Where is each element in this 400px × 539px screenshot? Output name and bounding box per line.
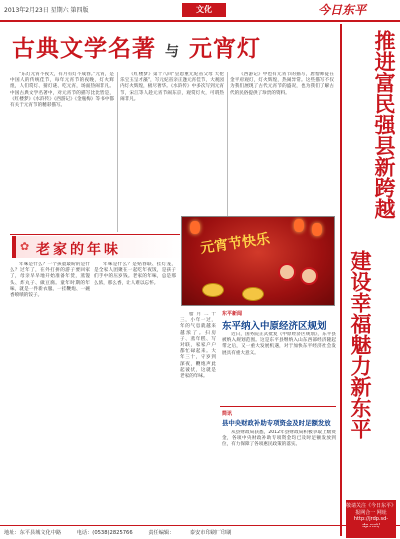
ingot-icon — [202, 283, 224, 297]
ingot-icon — [242, 287, 264, 301]
lantern-icon — [312, 223, 322, 236]
section-label: 文化 — [182, 3, 226, 17]
news1-tag: 东平新闻 — [222, 311, 243, 317]
follow-us-box: 敬请关注《今日东平》报网合一 网址 http://jrdp.sd-dp.net/ — [346, 500, 396, 538]
article1-column-1: “东灯元宵不夜天，有月有灯不成春。”元宵，是中国人的传统佳节，每年元宵节的夜晚，灯火辉煌，人们赏灯、猜灯谜、吃元宵，场面热闹非凡。中国古典文学名著中，对元宵节的描写比比皆是，《红楼梦》《水浒传》《西游记》《金瓶梅》等书中都有关于元宵节的精彩描写。 — [10, 72, 114, 109]
news2-title: 县中央财政补助专项资金及时足额发放 — [222, 419, 331, 427]
article1-column-2: 《红楼梦》第十八回“皇恩重元妃省父母 天伦乐宝玉呈才藻”，写元妃省亲正逢元宵佳节，大观园内灯火辉煌，极尽奢华。《水浒传》中多次写到元宵节，宋江等人趁元宵节闹东京，观赏灯火，可谓热闹非凡。 — [120, 72, 224, 102]
newspaper-masthead: 今日东平 — [318, 3, 367, 17]
lantern-icon — [294, 219, 304, 232]
photo-caption: 元宵节快乐 — [199, 231, 271, 257]
footer-editor: 责任编辑： — [148, 530, 175, 536]
headline-part1: 古典文学名著 — [12, 35, 156, 62]
slogan-2: 建设幸福魅力新东平 — [348, 250, 373, 439]
footer-address: 地址：东平县城文化中路 — [4, 530, 62, 536]
news2-body: 从县财政局获悉，2012年县财政局积极争取上级资金，各项中央财政补助专项资金均已及时足额发放到位，有力保障了各项惠民政策的落实。 — [222, 430, 336, 448]
section-rule — [220, 406, 336, 407]
footer-phone: 电话：(0538)2825766 — [76, 530, 133, 536]
headline-area — [0, 24, 336, 70]
top-bar — [0, 0, 400, 22]
essay-column-3: 腊月二十三，小年一过，年的气息就越来越浓了。扫房子、蒸年糕、写对联，家家户户都忙碌起来。大年三十，守岁到深夜，鞭炮声此起彼伏，这就是老家的年味。 — [180, 312, 216, 380]
slogan-1: 推进富民强县新跨越 — [372, 30, 397, 219]
holiday-photo — [181, 216, 335, 306]
main-headline — [12, 30, 261, 63]
column-divider — [227, 72, 228, 232]
section-rule — [10, 234, 180, 235]
essay-title-ribbon — [12, 236, 182, 258]
news1-title: 东平纳入中原经济区规划 — [222, 321, 327, 332]
essay-title: 老家的年味 — [36, 242, 121, 258]
news1-body: 近日，国务院正式批复《中原经济区规划》，东平县被纳入规划范围。这是东平县继纳入山东西部经济隆起带之后，又一重大发展机遇，对于加快东平经济社会发展具有重大意义。 — [222, 332, 336, 356]
footer — [0, 525, 400, 539]
slogan-panel — [340, 24, 398, 536]
footer-print: 泰安市印刷厂印刷 — [189, 530, 232, 536]
child-figure-icon — [300, 267, 318, 285]
headline-connector: 与 — [165, 44, 181, 60]
article1-column-3: 《西游记》中也有元宵节的描写，唐僧师徒在金平府观灯，灯火辉煌，热闹异常。这些描写不仅为我们展现了古代元宵节的盛况，也为我们了解古代的民俗提供了珍贵的资料。 — [230, 72, 334, 96]
issue-date: 2013年2月23日 星期六 第四版 — [4, 7, 89, 14]
child-figure-icon — [278, 263, 296, 281]
flower-icon: ✿ — [20, 240, 30, 253]
news2-tag: 简讯 — [222, 411, 233, 417]
headline-part2: 元宵灯 — [189, 35, 262, 62]
column-divider — [117, 72, 118, 232]
lantern-icon — [190, 221, 200, 234]
essay-column-1: 年味是什么？一个孩童最盼的是什么？过年了，在外打拼的游子要回家了，母亲早早地开始准备年货，蒸馒头、炸丸子、做豆腐。童年时期的年味，就是一件新衣服、一挂鞭炮、一碗香喷喷的饺子。 — [10, 262, 90, 299]
essay-column-2: 年味是什么？是贴春联、挂灯笼，是全家人团聚在一起吃年夜饭，是孩子们手中的压岁钱。老家的年味，总是那么浓，那么香，让人难以忘怀。 — [94, 262, 176, 286]
